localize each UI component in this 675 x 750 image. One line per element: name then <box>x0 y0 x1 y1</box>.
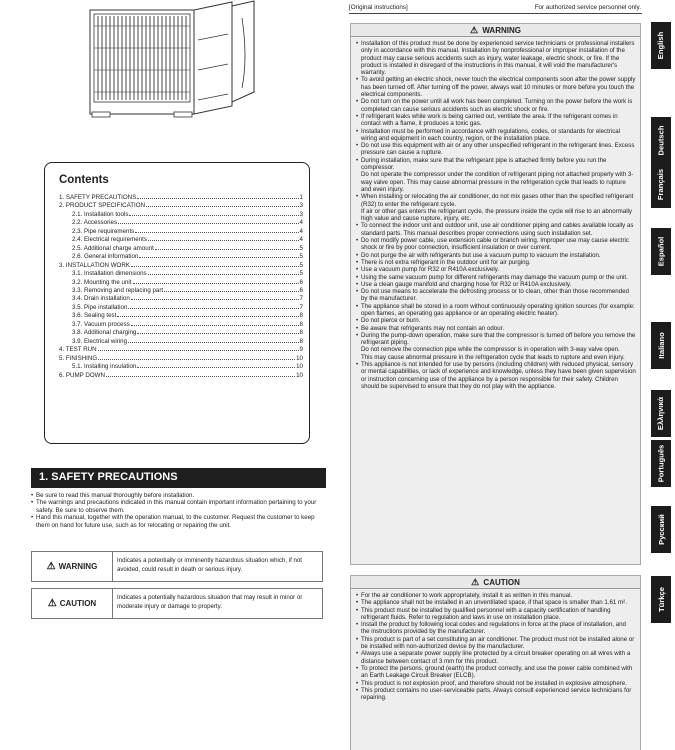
toc-entry-label: 2.5. Additional charge amount <box>72 244 154 252</box>
toc-leader-dots <box>137 198 298 199</box>
toc-entry-label: 3.3. Removing and replacing part <box>72 286 164 294</box>
caution-item: • The appliance shall not be installed in an unventilated space, if that space is smaller than 1.61 m². <box>356 599 636 606</box>
original-instructions-note: [Original instructions] <box>349 4 408 11</box>
contents-title: Contents <box>59 174 109 186</box>
warning-item: • Do not use means to accelerate the defrosting process or to clean, other than those recommended by the manufacturer. <box>356 288 636 303</box>
toc-entry-label: 3.2. Mounting the unit <box>72 278 132 286</box>
toc-entry[interactable] <box>59 262 303 270</box>
toc-entry[interactable] <box>59 329 303 337</box>
warning-item: • Installation must be performed in accordance with regulations, codes, or standards for electrical wiring and equipment in each country, region, or the installation place. <box>356 128 636 143</box>
toc-entry-page: 10 <box>296 371 303 379</box>
warning-item: • Do not modify power cable, use extension cable or branch wiring. Improper use may cause electric shock or fire by poor connection, insufficient insulation or over current. <box>356 237 636 252</box>
language-tab-label: English <box>656 31 666 60</box>
language-tab-1[interactable] <box>651 117 671 164</box>
toc-leader-dots <box>139 257 298 258</box>
warning-item: • The appliance shall be stored in a room without continuously operating ignition sources (for example: open flames, an operating gas appliance or an operating electric heater). <box>356 303 636 318</box>
toc-entry-page: 8 <box>299 337 303 345</box>
warning-item: • When installing or relocating the air conditioner, do not mix gases other than the specified refrigerant (R32) to enter the refrigerant cycle. If air or other gas enters the refrigerant cycle, the pressure inside the cycle will rise to an abnormally high value and cause rupture, injury, etc. <box>356 193 636 222</box>
toc-entry[interactable] <box>59 321 303 329</box>
safety-intro-list <box>31 492 323 529</box>
toc-entry[interactable] <box>59 202 303 210</box>
toc-entry-page: 3 <box>299 210 303 218</box>
warning-item: • Use a clean gauge manifold and charging hose for R32 or R410A exclusively. <box>356 281 636 288</box>
toc-entry-page: 5 <box>299 253 303 261</box>
toc-entry-page: 9 <box>299 346 303 354</box>
toc-entry-page: 6 <box>299 286 303 294</box>
caution-list <box>351 589 640 701</box>
language-tab-8[interactable] <box>651 576 671 623</box>
toc-entry-page: 5 <box>299 270 303 278</box>
toc-entry-label: 3.5. Pipe installation <box>72 303 128 311</box>
toc-leader-dots <box>131 325 299 326</box>
contents-box <box>44 162 310 444</box>
toc-leader-dots <box>98 359 295 360</box>
header-divider <box>349 13 642 14</box>
caution-box <box>350 575 641 750</box>
caution-item: • Install the product by following local codes and regulations in force at the place of installation, and the instructions provided by the manufacturer. <box>356 621 636 636</box>
toc-entry-label: 5.1. Installing insulation <box>72 363 137 371</box>
warning-item: • Using the same vacuum pump for different refrigerants may damage the vacuum pump or the unit. <box>356 274 636 281</box>
toc-entry-page: 8 <box>299 320 303 328</box>
toc-entry-page: 7 <box>299 303 303 311</box>
toc-entry[interactable] <box>59 355 303 363</box>
toc-entry-label: 4. TEST RUN <box>59 346 97 354</box>
toc-entry-label: 3.7. Vacuum process <box>72 320 130 328</box>
caution-triangle-icon: ⚠ <box>47 598 57 609</box>
toc-entry-label: 2.4. Electrical requirements <box>72 236 147 244</box>
outdoor-unit-illustration <box>82 0 272 118</box>
toc-entry-label: 2.2. Accessories <box>72 219 118 227</box>
toc-entry[interactable] <box>59 194 303 202</box>
caution-label: CAUTION <box>59 599 97 608</box>
toc-entry[interactable] <box>59 363 303 371</box>
toc-leader-dots <box>137 333 298 334</box>
toc-entry-label: 3.4. Drain installation <box>72 295 130 303</box>
language-tab-label: Português <box>656 444 666 483</box>
caution-sign <box>32 589 113 618</box>
toc-entry-page: 10 <box>296 354 303 362</box>
language-tab-2[interactable] <box>651 161 671 208</box>
caution-description: Indicates a potentially hazardous situation that may result in minor or moderate injury or damage to property. <box>117 594 303 610</box>
warning-item: • Installation of this product must be done by experienced service technicians or professional installers only in accordance with this manual. Installation by nonprofessional or improper installation of the product may cause serious accidents such as injury, water leakage, electric shock, or fire. If the product is installed in disregard of the instructions in this manual, it will void the manufacturer's warranty. <box>356 40 636 76</box>
caution-item: • This product is part of a set constituting an air conditioner. The product must not be installed alone or be installed with non-authorized device by the manufacturer. <box>356 636 636 651</box>
warning-item: • Use a vacuum pump for R32 or R410A exclusively. <box>356 266 636 273</box>
toc-entry-label: 2.1. Installation tools <box>72 210 129 218</box>
warning-item: • Do not use this equipment with air or any other unspecified refrigerant in the refrigerant lines. Excess pressure can cause a rupture. <box>356 142 636 157</box>
toc-entry-page: 5 <box>299 244 303 252</box>
toc-entry-label: 3.8. Additional charging <box>72 329 137 337</box>
caution-item: • This product must be installed by qualified personnel with a capacity certification of handling refrigerant fluids. Refer to regulation and laws in use on installation place. <box>356 607 636 622</box>
list-item: • The warnings and precautions indicated in this manual contain important information pertaining to your safety. Be sure to observe them. <box>31 499 323 514</box>
toc-entry-page: 7 <box>299 295 303 303</box>
toc-leader-dots <box>146 206 298 207</box>
toc-entry[interactable] <box>59 253 303 261</box>
toc-entry[interactable] <box>59 219 303 227</box>
caution-item: • For the air conditioner to work appropriately, install it as written in this manual. <box>356 592 636 599</box>
toc-entry-page: 8 <box>299 312 303 320</box>
toc-entry-label: 6. PUMP DOWN <box>59 371 105 379</box>
toc-entry-page: 10 <box>296 363 303 371</box>
language-tab-label: Deutsch <box>656 125 666 156</box>
toc-leader-dots <box>148 240 299 241</box>
toc-leader-dots <box>118 223 298 224</box>
toc-entry[interactable] <box>59 295 303 303</box>
language-tab-5[interactable] <box>651 390 671 437</box>
toc-entry-label: 3.6. Sealing test <box>72 312 117 320</box>
warning-box <box>350 23 641 565</box>
warning-item: • This appliance is not intended for use by persons (including children) with reduced physical, sensory or mental capabilities, or lack of experience and knowledge, unless they have been given supervision or instruction concerning use of the appliance by a person responsible for their safety. Children should be supervised to ensure that they do not play with the appliance. <box>356 361 636 390</box>
language-tab-4[interactable] <box>651 322 671 369</box>
toc-leader-dots <box>135 232 298 233</box>
language-tab-label: Italiano <box>656 332 666 359</box>
toc-leader-dots <box>129 215 298 216</box>
authorized-personnel-note: For authorized service personnel only. <box>534 4 641 11</box>
toc-entry[interactable] <box>59 312 303 320</box>
toc-entry-label: 2. PRODUCT SPECIFICATION <box>59 202 146 210</box>
section-heading-safety: 1. SAFETY PRECAUTIONS <box>31 468 326 488</box>
toc-entry[interactable] <box>59 372 303 380</box>
toc-leader-dots <box>131 266 299 267</box>
toc-entry-label: 5. FINISHING <box>59 354 98 362</box>
caution-triangle-icon: ⚠ <box>471 577 480 587</box>
toc-entry[interactable] <box>59 279 303 287</box>
caution-item: • This product is not explosion proof, and therefore should not be installed in explosive atmosphere. <box>356 680 636 687</box>
table-of-contents <box>59 194 303 380</box>
legend-warning <box>31 551 323 582</box>
warning-item: • During installation, make sure that the refrigerant pipe is attached firmly before you run the compressor. Do not operate the compressor under the condition of refrigerant piping not attached properly with 3-way valve open. This may cause abnormal pressure in the refrigeration cycle that leads to rupture and even injury. <box>356 157 636 193</box>
warning-item: • Do not purge the air with refrigerants but use a vacuum pump to vacuum the installation. <box>356 252 636 259</box>
language-tab-7[interactable] <box>651 506 671 553</box>
language-tab-label: Español <box>656 236 666 267</box>
toc-leader-dots <box>117 316 298 317</box>
caution-box-header <box>351 576 640 589</box>
toc-entry-label: 3.9. Electrical wiring <box>72 337 128 345</box>
toc-entry[interactable] <box>59 304 303 312</box>
language-tab-3[interactable] <box>651 228 671 275</box>
toc-leader-dots <box>106 376 295 377</box>
language-tab-0[interactable] <box>651 22 671 69</box>
toc-entry-page: 8 <box>299 329 303 337</box>
warning-list <box>351 37 640 390</box>
warning-description: Indicates a potentially or imminently hazardous situation which, if not avoided, could result in death or serious injury. <box>117 557 302 573</box>
legend-caution <box>31 588 323 619</box>
warning-item: • Do not pierce or burn. <box>356 317 636 324</box>
toc-leader-dots <box>164 291 298 292</box>
warning-triangle-icon: ⚠ <box>470 25 479 35</box>
toc-entry-page: 5 <box>299 261 303 269</box>
toc-entry-label: 2.3. Pipe requirements <box>72 227 135 235</box>
warning-item: • There is not extra refrigerant in the outdoor unit for air purging. <box>356 259 636 266</box>
toc-leader-dots <box>155 249 299 250</box>
caution-box-title: CAUTION <box>483 578 520 587</box>
toc-entry[interactable] <box>59 211 303 219</box>
toc-entry[interactable] <box>59 228 303 236</box>
language-tab-label: Русский <box>656 514 666 545</box>
toc-entry-page: 4 <box>299 227 303 235</box>
warning-sign <box>32 552 113 581</box>
toc-leader-dots <box>98 350 299 351</box>
language-tab-label: Français <box>656 168 666 201</box>
toc-entry-label: 3.1. Installation dimensions <box>72 270 147 278</box>
warning-item: • If refrigerant leaks while work is being carried out, ventilate the area. If the refrigerant comes in contact with a flame, it produces a toxic gas. <box>356 113 636 128</box>
toc-entry[interactable] <box>59 287 303 295</box>
warning-item: • To avoid getting an electric shock, never touch the electrical components soon after the power supply has been turned off. After turning off the power, always wait 10 minutes or more before you touch the electrical components. <box>356 76 636 98</box>
toc-entry-page: 1 <box>299 194 303 201</box>
toc-leader-dots <box>128 342 299 343</box>
language-tab-label: Türkçe <box>656 587 666 612</box>
toc-leader-dots <box>131 299 299 300</box>
toc-entry[interactable] <box>59 270 303 278</box>
toc-entry-page: 3 <box>299 202 303 210</box>
toc-entry-label: 3. INSTALLATION WORK <box>59 261 130 269</box>
toc-entry[interactable] <box>59 236 303 244</box>
warning-label: WARNING <box>58 562 98 571</box>
warning-item: • Do not turn on the power until all work has been completed. Turning on the power before the work is completed can cause serious accidents such as electric shock or fire. <box>356 98 636 113</box>
caution-item: • To protect the persons, ground (earth) the product correctly, and use the power cable combined with an Earth Leakage Circuit Breaker (ELCB). <box>356 665 636 680</box>
toc-entry[interactable] <box>59 338 303 346</box>
warning-triangle-icon: ⚠ <box>46 561 56 572</box>
warning-item: • Be aware that refrigerants may not contain an odour. <box>356 325 636 332</box>
language-tab-label: Ελληνικά <box>656 396 666 431</box>
list-item: • Hand this manual, together with the operation manual, to the customer. Request the customer to keep them on hand for future use, such as for relocating or repairing the unit. <box>31 514 323 529</box>
language-tab-6[interactable] <box>651 440 671 487</box>
toc-leader-dots <box>148 274 299 275</box>
toc-leader-dots <box>128 308 298 309</box>
warning-box-header <box>351 24 640 37</box>
caution-item: • Always use a separate power supply line protected by a circuit breaker operating on all wires with a distance between contact of 3 mm for this product. <box>356 650 636 665</box>
toc-entry-page: 4 <box>299 236 303 244</box>
warning-item: • During the pump-down operation, make sure that the compressor is turned off before you remove the refrigerant piping. Do not remove the connection pipe while the compressor is in operation with 3-way valve open. This may cause abnormal pressure in the refrigeration cycle that leads to rupture and even injury. <box>356 332 636 361</box>
list-item: • Be sure to read this manual thoroughly before installation. <box>31 492 323 499</box>
warning-item: • To connect the indoor unit and outdoor unit, use air conditioner piping and cables available locally as standard parts. This manual describes proper connections using such installation set. <box>356 222 636 237</box>
toc-leader-dots <box>133 283 299 284</box>
toc-leader-dots <box>137 367 295 368</box>
toc-entry-page: 6 <box>299 278 303 286</box>
caution-item: • This product contains no user-serviceable parts. Always consult experienced service technicians for repairing. <box>356 687 636 702</box>
toc-entry[interactable] <box>59 245 303 253</box>
warning-box-title: WARNING <box>482 26 521 35</box>
toc-entry[interactable] <box>59 346 303 354</box>
toc-entry-page: 4 <box>299 219 303 227</box>
toc-entry-label: 1. SAFETY PRECAUTIONS <box>59 194 137 201</box>
toc-entry-label: 2.6. General information <box>72 253 139 261</box>
